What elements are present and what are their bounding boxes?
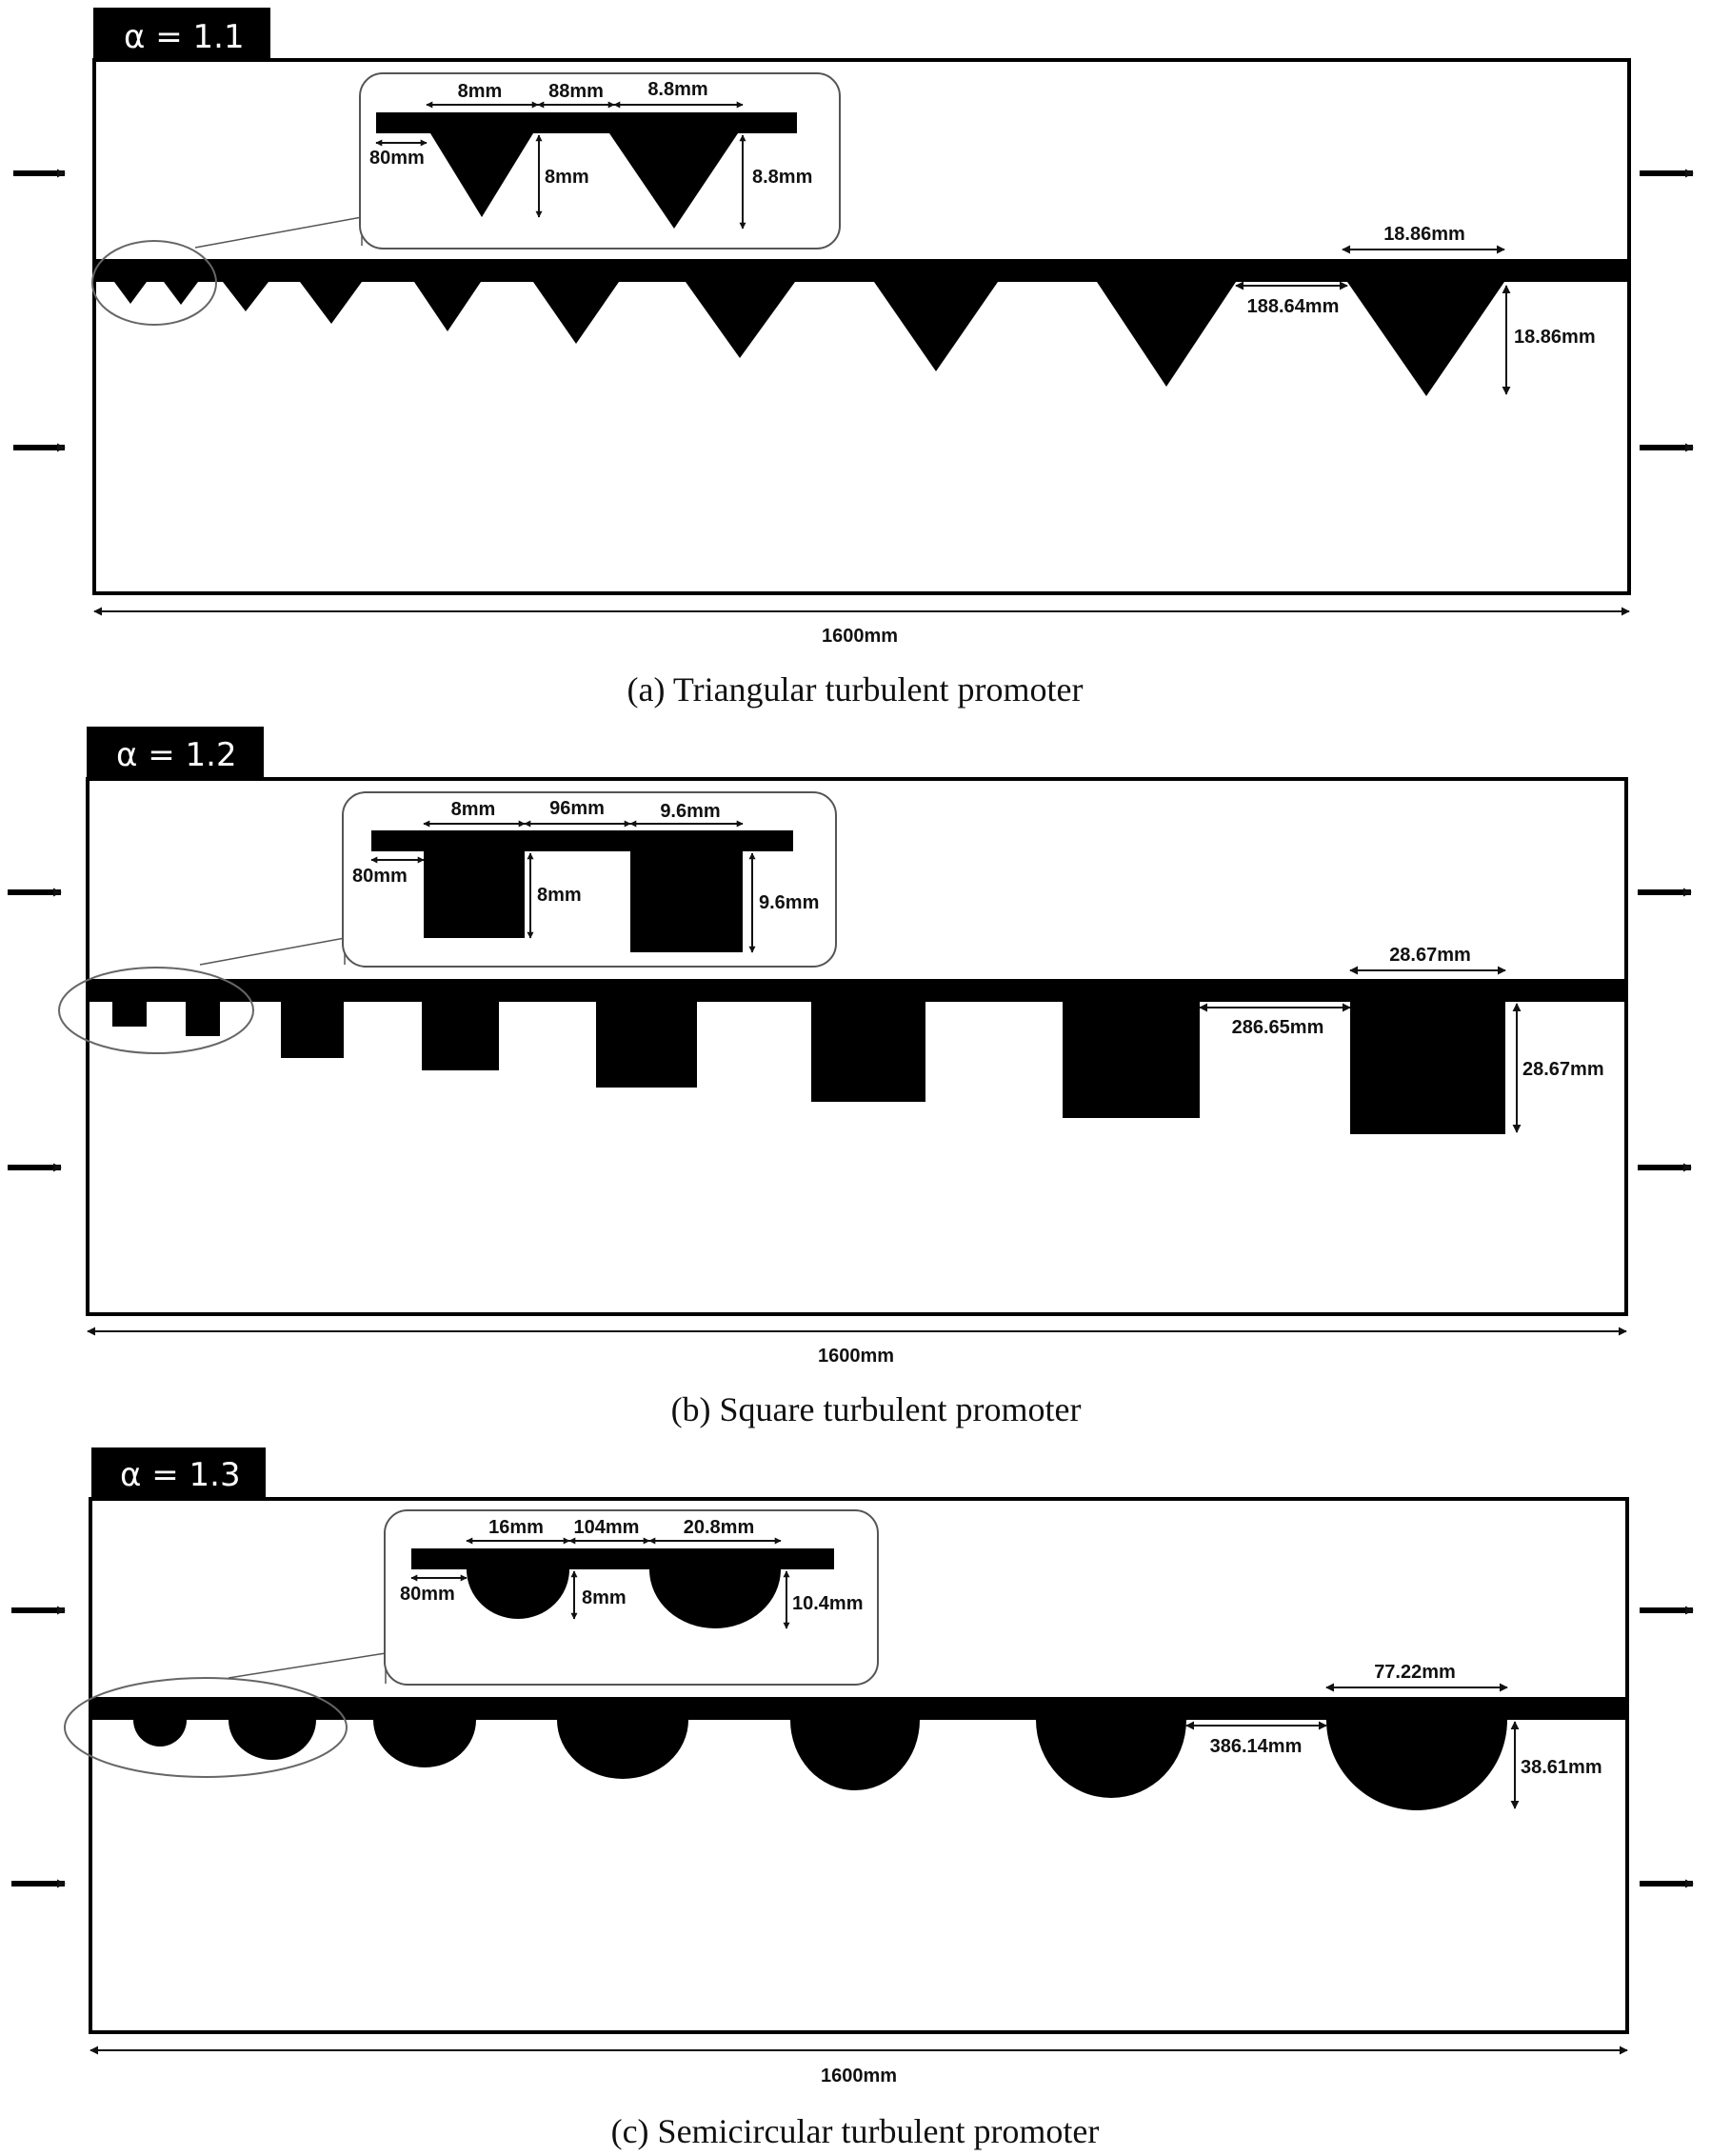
- triangle-promoter: [300, 282, 362, 324]
- semicircle-promoter: [557, 1720, 688, 1779]
- total-length-label: 1600mm: [821, 626, 899, 647]
- inset-spacing-label: 96mm: [549, 798, 605, 819]
- alpha-label: α = 1.3: [120, 1456, 241, 1494]
- semicircle-promoter: [133, 1720, 187, 1747]
- semicircular-promoters: [133, 1720, 1507, 1810]
- panel-caption: (c) Semicircular turbulent promoter: [610, 2112, 1100, 2150]
- triangle-promoter: [533, 282, 619, 344]
- inset-wall-bar: [371, 830, 793, 851]
- alpha-label: α = 1.2: [116, 736, 237, 774]
- last-spacing-label: 188.64mm: [1246, 296, 1340, 317]
- square-promoter: [596, 1002, 697, 1088]
- inset-square: [424, 851, 525, 938]
- inset-offset-label: 80mm: [400, 1584, 455, 1605]
- inset-width-1-label: 16mm: [488, 1517, 544, 1538]
- inset-height-2-label: 10.4mm: [792, 1593, 864, 1614]
- wall-bar: [94, 259, 1629, 282]
- inset-offset-label: 80mm: [352, 866, 408, 887]
- last-height-label: 28.67mm: [1522, 1059, 1604, 1080]
- callout-leader: [195, 217, 362, 248]
- last-spacing-label: 386.14mm: [1209, 1736, 1303, 1757]
- square-promoter: [281, 1002, 344, 1058]
- panel-semicircular: [11, 1447, 1693, 2150]
- wall-bar: [90, 1697, 1627, 1720]
- last-height-label: 18.86mm: [1514, 327, 1596, 348]
- inset-wall-bar: [411, 1548, 834, 1569]
- inset-wall-bar: [376, 112, 797, 133]
- last-height-label: 38.61mm: [1521, 1757, 1602, 1778]
- total-length-label: 1600mm: [817, 1346, 895, 1367]
- last-width-label: 18.86mm: [1383, 224, 1465, 245]
- inset-height-2-label: 8.8mm: [752, 167, 813, 188]
- inset-height-1-label: 8mm: [537, 885, 582, 906]
- inset-spacing-label: 88mm: [548, 81, 604, 102]
- inset-width-2-label: 8.8mm: [647, 79, 708, 100]
- last-width-label: 77.22mm: [1374, 1662, 1456, 1683]
- inset-spacing-label: 104mm: [573, 1517, 640, 1538]
- square-promoter: [186, 1002, 220, 1036]
- semicircle-promoter: [229, 1720, 316, 1760]
- callout-leader: [200, 938, 345, 965]
- semicircle-promoter: [1326, 1720, 1507, 1810]
- triangle-promoter: [164, 282, 198, 305]
- last-width-label: 28.67mm: [1389, 945, 1471, 966]
- last-spacing-label: 286.65mm: [1231, 1017, 1324, 1038]
- square-promoter: [1063, 1002, 1200, 1118]
- triangle-promoter: [1097, 282, 1236, 387]
- square-promoter: [112, 1002, 147, 1027]
- inset-height-1-label: 8mm: [582, 1587, 627, 1608]
- inset-height-1-label: 8mm: [545, 167, 589, 188]
- inset-offset-label: 80mm: [369, 148, 425, 169]
- semicircle-promoter: [790, 1720, 920, 1790]
- triangle-promoter: [114, 282, 147, 304]
- zoom-ellipse: [92, 241, 216, 325]
- triangle-promoter: [1347, 282, 1504, 396]
- semicircle-promoter: [373, 1720, 476, 1767]
- panel-square: [8, 727, 1691, 1428]
- square-promoter: [422, 1002, 499, 1070]
- square-promoter: [811, 1002, 925, 1102]
- inset-width-2-label: 20.8mm: [683, 1517, 755, 1538]
- square-promoter: [1350, 1002, 1505, 1134]
- total-length-label: 1600mm: [820, 2066, 898, 2086]
- triangle-promoter: [223, 282, 269, 311]
- panel-triangular: [13, 8, 1693, 709]
- triangle-promoter: [686, 282, 795, 358]
- panel-caption: (a) Triangular turbulent promoter: [627, 670, 1084, 709]
- wall-bar: [88, 979, 1626, 1002]
- triangle-promoter: [414, 282, 481, 331]
- inset-width-2-label: 9.6mm: [660, 801, 721, 822]
- semicircle-promoter: [1036, 1720, 1186, 1798]
- inset-height-2-label: 9.6mm: [759, 892, 820, 913]
- triangle-promoter: [874, 282, 998, 371]
- inset-width-1-label: 8mm: [450, 799, 496, 820]
- inset-square: [630, 851, 743, 952]
- alpha-label: α = 1.1: [124, 18, 245, 56]
- inset-width-1-label: 8mm: [457, 81, 503, 102]
- callout-leader: [229, 1653, 386, 1684]
- panel-caption: (b) Square turbulent promoter: [670, 1390, 1082, 1428]
